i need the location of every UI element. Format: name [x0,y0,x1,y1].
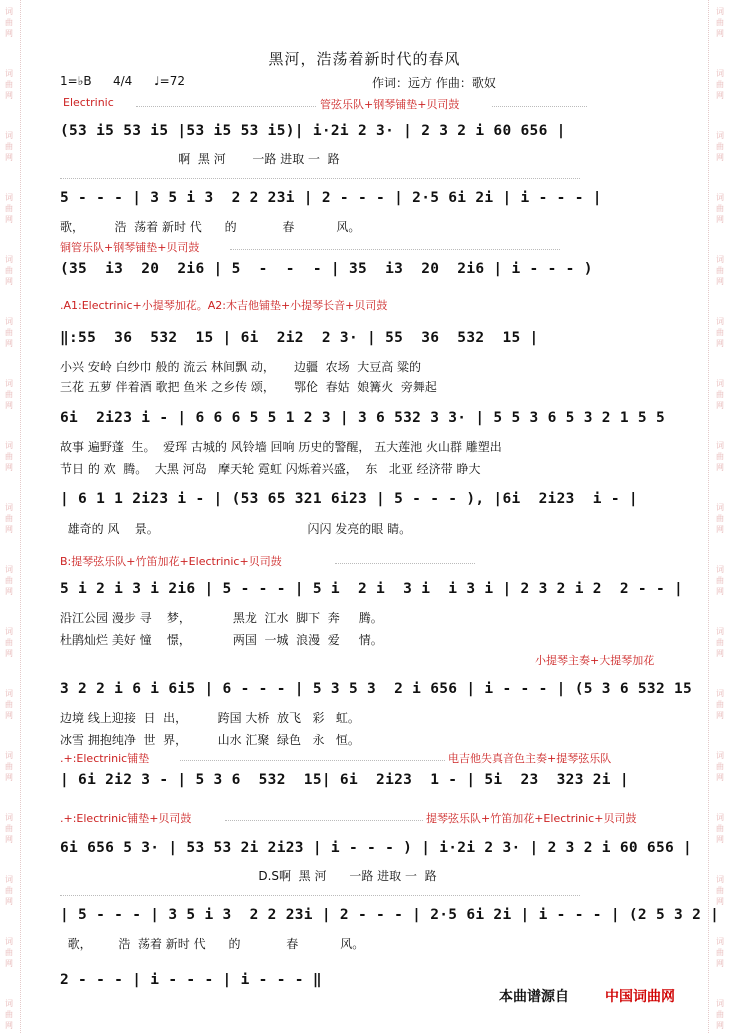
watermark-char: 词 [5,627,13,636]
watermark-glyphs [713,68,727,101]
watermark-char: 词 [716,813,724,822]
watermark-char: 网 [5,401,13,410]
watermark-glyphs [713,440,727,473]
watermark-char: 网 [716,773,724,782]
dotted-guide [230,249,560,250]
watermark-char: 网 [5,711,13,720]
watermark-char: 网 [716,835,724,844]
arrangement-note-section-b: B:提琴弦乐队+竹笛加花+Electrinic+贝司鼓 [60,555,282,568]
dotted-guide [492,106,587,107]
site-name-link[interactable]: 中国词曲网 [605,989,675,1005]
watermark-char: 词 [5,813,13,822]
score-line-3: (35 i3 20 2i6 | 5 - - - | 35 i3 20 2i6 | i - - - ) [60,261,593,277]
watermark-char: 曲 [716,948,724,957]
lyric-line-8a: 边境 线上迎接 日 出， 跨国 大桥 放飞 彩 虹。 [60,711,360,725]
watermark-char: 网 [716,153,724,162]
watermark-glyphs [713,6,727,39]
watermark-char: 词 [716,937,724,946]
watermark-glyphs [713,130,727,163]
watermark-char: 网 [5,587,13,596]
left-watermark-strip [0,0,21,1033]
lyric-line-6: 雄奇的 风 景。 闪闪 发亮的眼 睛。 [60,522,412,536]
watermark-char: 曲 [5,514,13,523]
watermark-char: 曲 [5,328,13,337]
watermark-char: 曲 [716,266,724,275]
watermark-char: 词 [716,441,724,450]
watermark-char: 网 [716,339,724,348]
watermark-char: 网 [716,711,724,720]
source-label: 本曲谱源自 [499,989,569,1005]
score-line-5: 6i 2i23 i - | 6 6 6 5 5 1 2 3 | 3 6 532 3 3· | 5 5 3 6 5 3 2 1 5 5 [60,410,665,426]
watermark-char: 网 [716,29,724,38]
arrangement-note-brass: 铜管乐队+钢琴铺垫+贝司鼓 [60,241,200,254]
watermark-char: 词 [716,69,724,78]
arrangement-note-electrinic-pad: .+:Electrinic铺垫 [60,752,150,765]
watermark-char: 词 [716,875,724,884]
lyric-line-10: D.S啊 黑 河 一路 进取 一 路 [60,869,437,883]
watermark-glyphs [2,192,16,225]
watermark-glyphs [2,874,16,907]
watermark-char: 词 [5,69,13,78]
watermark-char: 网 [5,959,13,968]
watermark-char: 词 [716,999,724,1008]
arrangement-note-guitar-lead: 电吉他失真音色主奏+提琴弦乐队 [448,752,612,765]
tempo-marking: ♩=72 [154,74,185,88]
score-line-4: ‖:55 36 532 15 | 6i 2i2 2 3· | 55 36 532 15 | [60,330,539,346]
watermark-char: 词 [5,999,13,1008]
watermark-char: 曲 [716,1010,724,1019]
watermark-glyphs [2,750,16,783]
watermark-char: 词 [716,627,724,636]
song-title: 黑河，浩荡着新时代的春风 [268,50,461,68]
watermark-char: 词 [716,193,724,202]
watermark-char: 曲 [5,18,13,27]
watermark-char: 词 [716,131,724,140]
watermark-char: 词 [5,565,13,574]
watermark-char: 网 [5,153,13,162]
arrangement-note-orchestra: 管弦乐队+钢琴铺垫+贝司鼓 [320,98,460,111]
watermark-glyphs [713,626,727,659]
dotted-guide [225,820,423,821]
lyric-line-2: 歌， 浩 荡着 新时 代 的 春 风。 [60,220,361,234]
watermark-glyphs [713,812,727,845]
watermark-char: 词 [5,7,13,16]
watermark-char: 词 [5,379,13,388]
watermark-glyphs [713,936,727,969]
watermark-char: 网 [716,91,724,100]
watermark-char: 网 [5,463,13,472]
watermark-char: 网 [5,91,13,100]
lyric-line-5b: 节日 的 欢 腾。 大黑 河岛 摩天轮 霓虹 闪烁着兴盛， 东 北亚 经济带 睁大 [60,462,481,476]
watermark-char: 曲 [716,700,724,709]
watermark-glyphs [713,378,727,411]
watermark-char: 网 [716,959,724,968]
watermark-char: 词 [5,689,13,698]
right-watermark-strip [708,0,729,1033]
watermark-char: 曲 [5,824,13,833]
watermark-glyphs [2,812,16,845]
watermark-glyphs [2,254,16,287]
score-line-1: (53 i5 53 i5 |53 i5 53 i5)| i·2i 2 3· | 2 3 2 i 60 656 | [60,123,566,139]
watermark-glyphs [2,564,16,597]
watermark-glyphs [2,998,16,1031]
watermark-char: 网 [5,649,13,658]
watermark-char: 网 [716,587,724,596]
watermark-char: 曲 [5,80,13,89]
watermark-char: 词 [716,565,724,574]
watermark-char: 曲 [716,762,724,771]
watermark-char: 词 [716,751,724,760]
key-signature: 1=♭B [60,74,92,88]
lyric-line-7a: 沿江公园 漫步 寻 梦， 黑龙 江水 脚下 奔 腾。 [60,611,383,625]
watermark-char: 曲 [716,204,724,213]
arrangement-note-violin-lead: 小提琴主奏+大提琴加花 [535,654,655,667]
watermark-char: 曲 [5,700,13,709]
watermark-char: 曲 [716,514,724,523]
watermark-char: 词 [716,379,724,388]
lyric-line-11: 歌， 浩 荡着 新时 代 的 春 风。 [60,937,365,951]
time-signature: 4/4 [113,74,133,88]
watermark-glyphs [2,440,16,473]
watermark-char: 网 [716,525,724,534]
watermark-glyphs [713,750,727,783]
watermark-char: 曲 [5,948,13,957]
watermark-glyphs [2,936,16,969]
watermark-char: 网 [5,277,13,286]
watermark-glyphs [713,192,727,225]
watermark-glyphs [2,68,16,101]
watermark-char: 词 [5,255,13,264]
watermark-glyphs [713,874,727,907]
watermark-char: 曲 [716,824,724,833]
dotted-guide [60,895,580,896]
score-line-8: 3 2 2 i 6 i 6i5 | 6 - - - | 5 3 5 3 2 i 656 | i - - - | (5 3 6 532 15 [60,681,693,697]
watermark-char: 词 [5,937,13,946]
watermark-char: 曲 [716,452,724,461]
lyric-line-7b: 杜鹃灿烂 美好 憧 憬， 两国 一城 浪漫 爱 情。 [60,633,383,647]
watermark-glyphs [2,130,16,163]
watermark-char: 曲 [5,452,13,461]
watermark-char: 网 [5,29,13,38]
watermark-char: 曲 [5,204,13,213]
watermark-glyphs [713,316,727,349]
watermark-char: 网 [716,401,724,410]
watermark-glyphs [713,254,727,287]
watermark-char: 词 [5,131,13,140]
watermark-char: 曲 [716,80,724,89]
watermark-char: 网 [716,897,724,906]
watermark-char: 网 [5,897,13,906]
dotted-guide [335,563,475,564]
dotted-guide [136,106,316,107]
dotted-guide [180,760,445,761]
watermark-char: 词 [5,875,13,884]
watermark-glyphs [2,626,16,659]
watermark-char: 曲 [5,638,13,647]
watermark-glyphs [2,316,16,349]
watermark-char: 网 [5,339,13,348]
watermark-char: 曲 [5,1010,13,1019]
watermark-char: 曲 [716,18,724,27]
watermark-char: 词 [716,7,724,16]
watermark-char: 网 [5,835,13,844]
watermark-char: 网 [716,215,724,224]
arrangement-note-section-a: .A1:Electrinic+小提琴加花。A2:木吉他铺垫+小提琴长音+贝司鼓 [60,299,388,312]
score-line-11: | 5 - - - | 3 5 i 3 2 2 23i | 2 - - - | 2·5 6i 2i | i - - - | (2 5 3 2 | [60,907,720,923]
watermark-glyphs [2,688,16,721]
watermark-char: 曲 [5,886,13,895]
score-line-6: | 6 1 1 2i23 i - | (53 65 321 6i23 | 5 - - - ), |6i 2i23 i - | [60,491,638,507]
watermark-char: 网 [716,649,724,658]
score-line-12: 2 - - - | i - - - | i - - - ‖ [60,972,322,988]
lyric-line-4b: 三花 五萝 伴着酒 歌把 鱼米 之乡传 颂， 鄂伦 春姑 娘篝火 旁舞起 [60,380,437,394]
watermark-char: 曲 [5,266,13,275]
credits: 作词：远方 作曲：歌奴 [372,76,496,90]
lyric-line-1: 啊 黑 河 一路 进取 一 路 [60,152,340,166]
lyric-line-5a: 故事 遍野蓬 生。 爱珲 古城的 风铃墙 回响 历史的警醒， 五大莲池 火山群 雕塑出 [60,440,502,454]
watermark-char: 词 [5,503,13,512]
watermark-char: 网 [5,1021,13,1030]
watermark-char: 网 [5,215,13,224]
watermark-glyphs [713,564,727,597]
watermark-char: 曲 [5,576,13,585]
dotted-guide [60,178,580,179]
watermark-glyphs [2,502,16,535]
watermark-char: 网 [5,773,13,782]
watermark-glyphs [713,502,727,535]
arrangement-note-strings-flute: 提琴弦乐队+竹笛加花+Electrinic+贝司鼓 [426,812,637,825]
watermark-char: 曲 [5,762,13,771]
watermark-char: 词 [716,503,724,512]
watermark-char: 曲 [716,390,724,399]
arrangement-note-electrinic: Electrinic [63,96,114,109]
watermark-char: 曲 [716,886,724,895]
lyric-line-4a: 小兴 安岭 白纱巾 般的 流云 林间飘 动， 边疆 农场 大豆高 粱的 [60,360,422,374]
watermark-char: 曲 [5,142,13,151]
watermark-glyphs [713,688,727,721]
watermark-char: 网 [716,277,724,286]
watermark-glyphs [2,6,16,39]
watermark-char: 曲 [716,328,724,337]
watermark-char: 词 [5,751,13,760]
lyric-line-8b: 冰雪 拥抱纯净 世 界， 山水 汇聚 绿色 永 恒。 [60,733,360,747]
watermark-char: 词 [716,255,724,264]
watermark-char: 词 [716,689,724,698]
watermark-char: 曲 [5,390,13,399]
watermark-char: 词 [5,441,13,450]
score-line-2: 5 - - - | 3 5 i 3 2 2 23i | 2 - - - | 2·5 6i 2i | i - - - | [60,190,602,206]
watermark-char: 网 [716,463,724,472]
watermark-char: 词 [5,317,13,326]
watermark-char: 网 [716,1021,724,1030]
score-line-9: | 6i 2i2 3 - | 5 3 6 532 15| 6i 2i23 1 - | 5i 23 323 2i | [60,772,629,788]
watermark-glyphs [713,998,727,1031]
watermark-char: 网 [5,525,13,534]
watermark-char: 曲 [716,576,724,585]
watermark-char: 词 [716,317,724,326]
watermark-char: 曲 [716,142,724,151]
score-line-7: 5 i 2 i 3 i 2i6 | 5 - - - | 5 i 2 i 3 i i 3 i | 2 3 2 i 2 2 - - | [60,581,684,597]
score-line-10: 6i 656 5 3· | 53 53 2i 2i23 | i - - - ) | i·2i 2 3· | 2 3 2 i 60 656 | [60,840,693,856]
watermark-glyphs [2,378,16,411]
watermark-char: 曲 [716,638,724,647]
watermark-char: 词 [5,193,13,202]
arrangement-note-electrinic-bass: .+:Electrinic铺垫+贝司鼓 [60,812,192,825]
